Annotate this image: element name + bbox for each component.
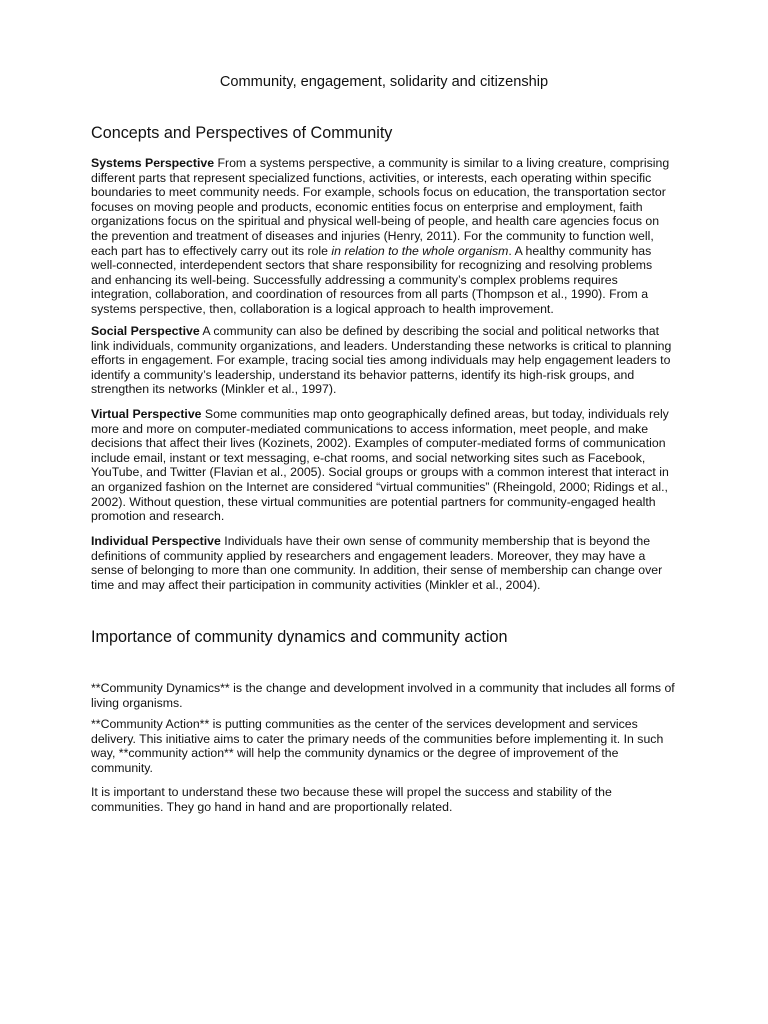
text-line: **Community Dynamics** is the change and development involved in a community that includes all forms of xyxy=(91,681,675,695)
text-line: communities. They go hand in hand and are proportionally related. xyxy=(91,799,453,814)
text-line: integration, collaboration, and coordination of resources from all parts (Thompson et al., 1990). From a xyxy=(91,287,649,302)
text-line: include email, instant or text messaging, e-chat rooms, and social networking sites such as Facebook, xyxy=(91,450,646,465)
text-line: boundaries to meet community needs. For example, schools focus on education, the transportation sector xyxy=(91,185,666,200)
document-title: Community, engagement, solidarity and citizenship xyxy=(219,74,549,90)
systems-perspective-label: Systems Perspective xyxy=(91,156,215,170)
individual-perspective-label: Individual Perspective xyxy=(91,534,221,548)
text-line: decisions that affect their lives (Kozinets, 2002). Examples of computer-mediated forms of communication xyxy=(91,436,666,451)
paragraph-individual-perspective xyxy=(91,534,662,592)
text-line: sense of belonging to more than one community. In addition, their sense of membership can change over xyxy=(91,563,663,578)
text-line xyxy=(91,407,669,422)
paragraph-social-perspective xyxy=(91,324,671,397)
text-line: well-connected, interdependent sectors that share responsibility for recognizing and resolving problems xyxy=(91,258,653,273)
text-line: the prevention and treatment of diseases and injuries (Henry, 2011). For the community to function well, xyxy=(91,228,654,243)
text-line: focuses on moving people and products, economic entities focus on enterprise and employment, faith xyxy=(91,199,643,214)
text-line: organizations focus on the spiritual and physical well-being of people, and health care agencies focus on xyxy=(91,214,660,229)
text-line: delivery. This initiative aims to cater the primary needs of the communities before implementing it. In such xyxy=(91,731,664,746)
text-line: definitions of community applied by researchers and engagement leaders. Moreover, they may have a xyxy=(91,548,646,563)
text-span: From a systems perspective, a community is similar to a living creature, comprising xyxy=(214,156,670,170)
text-span: Some communities map onto geographically defined areas, but today, individuals rely xyxy=(201,407,669,421)
virtual-perspective-label: Virtual Perspective xyxy=(91,407,202,421)
text-span: Individuals have their own sense of community membership that is beyond the xyxy=(220,534,651,548)
text-line: identify a community’s leadership, understand its behavior patterns, identify its high-risk groups, and xyxy=(91,367,635,382)
text-line: promotion and research. xyxy=(91,509,225,524)
paragraph-systems-perspective xyxy=(91,156,669,317)
text-line: and enhancing its well-being. Successfully addressing a community’s complex problems requires xyxy=(91,272,618,287)
text-line: time and may affect their participation in community activities (Minkler et al., 2004). xyxy=(91,577,541,592)
text-span: . A healthy community has xyxy=(508,243,652,258)
text-line: more and more on computer-mediated communications to access information, meet people, and make xyxy=(91,421,649,436)
text-line: strengthen its networks (Minkler et al., 1997). xyxy=(91,382,337,397)
social-perspective-label: Social Perspective xyxy=(91,324,200,338)
text-line: systems perspective, then, collaboration is a logical approach to health improvement. xyxy=(91,301,554,316)
text-line xyxy=(91,324,671,339)
text-line xyxy=(91,156,669,171)
text-line: living organisms. xyxy=(91,695,183,710)
text-line xyxy=(91,534,662,549)
text-span: A community can also be defined by describing the social and political networks that xyxy=(199,324,660,338)
paragraph-importance-conclusion xyxy=(91,785,612,814)
text-line: community. xyxy=(91,760,153,775)
text-line: YouTube, and Twitter (Flavian et al., 2005). Social groups or groups with a common interest that interact in xyxy=(91,465,669,480)
section-heading-concepts: Concepts and Perspectives of Community xyxy=(91,124,393,142)
text-line: way, **community action** will help the community dynamics or the degree of improvement of the xyxy=(91,746,619,761)
paragraph-virtual-perspective xyxy=(91,407,669,524)
text-line: link individuals, community organizations, and leaders. Understanding these networks is critical to planning xyxy=(91,338,672,353)
paragraph-community-action xyxy=(91,717,663,775)
text-line: 2002). Without question, these virtual communities are potential partners for community-engaged health xyxy=(91,494,656,509)
text-line: different parts that represent specialized functions, activities, or interests, each operating within specific xyxy=(91,170,652,185)
text-line: It is important to understand these two because these will propel the success and stability of the xyxy=(91,785,612,799)
paragraph-community-dynamics xyxy=(91,681,675,710)
section-heading-importance: Importance of community dynamics and community action xyxy=(91,628,508,646)
italic-phrase: in relation to the whole organism xyxy=(331,243,509,258)
text-line: **Community Action** is putting communities as the center of the services development and services xyxy=(91,717,638,731)
text-span: each part has to effectively carry out its role xyxy=(91,243,332,258)
text-line: efforts in engagement. For example, tracing social ties among individuals may help engagement leaders to xyxy=(91,353,671,368)
text-line: an organized fashion on the Internet are considered “virtual communities” (Rheingold, 2000; Ridings et al., xyxy=(91,479,668,494)
text-line xyxy=(91,244,669,259)
